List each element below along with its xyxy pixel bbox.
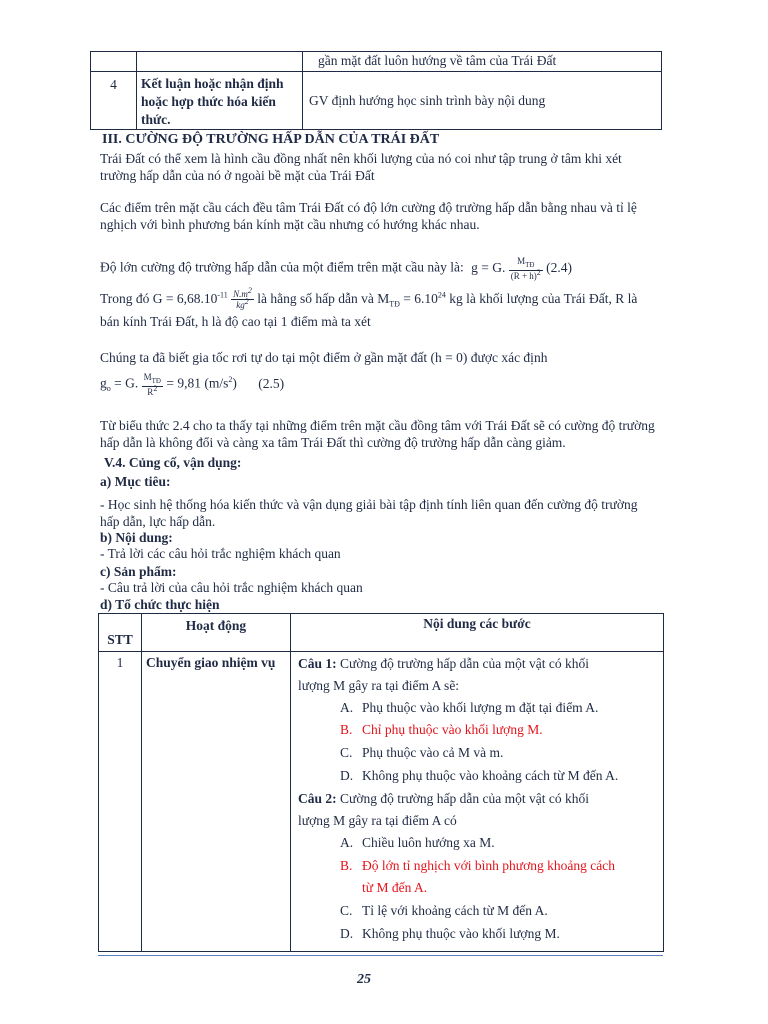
v4-a-label: a) Mục tiêu: (100, 474, 171, 489)
v4-d-label: d) Tổ chức thực hiện (100, 597, 220, 612)
option-text: Chiều luôn hướng xa M. (362, 835, 495, 850)
option-letter: C. (340, 745, 353, 760)
eq24-lhs: g = G. (471, 259, 506, 275)
q1-option-a (340, 697, 598, 719)
p4-unit-fraction (231, 286, 254, 311)
footer-rule (98, 955, 663, 956)
q2-text1: Cường độ trường hấp dẫn của một vật có khối (340, 791, 590, 806)
p4-b-sub: TĐ (389, 299, 400, 309)
equation-2-5 (100, 372, 284, 400)
hdr-activity-text: Hoạt động (185, 618, 247, 633)
row1-stt-text: 1 (116, 655, 124, 670)
eq24-num-sub: TĐ (525, 260, 535, 269)
q1-text1: Cường độ trường hấp dẫn của một vật có khối (340, 656, 590, 671)
option-text: Phụ thuộc vào khối lượng m đặt tại điểm A. (362, 700, 599, 715)
eq24-den: (R + h) (510, 270, 537, 281)
section3-p1-line2: trường hấp dẫn của nó ở ngoài bề mặt của Trái Đất (100, 168, 375, 183)
p4-c-sup: 24 (437, 290, 446, 300)
section3-p2-line2: nghịch với bình phương bán kính mặt cầu nhưng có hướng khác nhau. (100, 217, 480, 232)
q2-option-b (340, 855, 615, 877)
eq25-label: (2.5) (258, 375, 285, 391)
eq24-fraction (509, 256, 543, 281)
prev-row-text: gần mặt đất luôn hướng về tâm của Trái Đất (318, 53, 557, 68)
q2-option-a (340, 832, 495, 854)
v4-a-line2: hấp dẫn, lực hấp dẫn. (100, 514, 216, 529)
option-text: Phụ thuộc vào cả M và m. (362, 745, 504, 760)
page-number: 25 (357, 972, 371, 987)
p4-unit-den-sup: 2 (244, 297, 249, 307)
q2-option-c (340, 900, 548, 922)
row4-content-text: GV định hướng học sinh trình bày nội dung (309, 92, 546, 108)
eq24-label: (2.4) (546, 259, 573, 275)
v4-c-line: - Câu trả lời của câu hỏi trắc nghiệm khách quan (100, 580, 363, 595)
v4-c-label: c) Sản phẩm: (100, 564, 177, 579)
row4-activity-line1: Kết luận hoặc nhận định (141, 76, 284, 91)
eq25-num: M (143, 372, 152, 382)
hdr-activity (142, 614, 291, 652)
v4-a-line1: - Học sinh hệ thống hóa kiến thức và vận dụng giải bài tập định tính liên quan đến cường độ trường (100, 497, 638, 512)
row4-activity-line3: thức. (141, 112, 171, 127)
p3-text: Độ lớn cường độ trường hấp dẫn của một điểm trên mặt cầu này là: (100, 259, 464, 275)
p4-d: kg là khối lượng của Trái Đất, R là (449, 291, 638, 306)
section3-p1-line1: Trái Đất có thể xem là hình cầu đồng nhất nên khối lượng của nó coi như tập trung ở tâm khi xét (100, 151, 622, 166)
option-letter: B. (340, 722, 353, 737)
q2-line2: lượng M gây ra tại điểm A có (298, 813, 457, 828)
q1-line1 (298, 653, 589, 675)
top-table-stt-cell (91, 52, 137, 72)
option-text-cont: từ M đến A. (362, 880, 428, 895)
top-table (90, 51, 662, 130)
option-text: Độ lớn tỉ nghịch với bình phương khoảng cách (362, 858, 615, 873)
option-letter: B. (340, 858, 353, 873)
q2-label: Câu 2: (298, 791, 337, 806)
row1-activity (142, 652, 291, 952)
option-letter: D. (340, 926, 354, 941)
eq25-rhs-sup: 2 (228, 375, 233, 384)
eq25-mid: = G. (114, 375, 139, 391)
hdr-stt-text: STT (107, 632, 133, 647)
p4-unit-num: N.m (233, 289, 248, 300)
v4-b-line: - Trả lời các câu hỏi trắc nghiệm khách quan (100, 546, 341, 561)
eq25-rhs: = 9,81 (m/s (166, 375, 229, 391)
row4-stt-text: 4 (110, 77, 117, 92)
option-text: Không phụ thuộc vào khối lượng M. (362, 926, 560, 941)
section3-heading: III. CƯỜNG ĐỘ TRƯỜNG HẤP DẪN CỦA TRÁI ĐẤT (102, 132, 440, 147)
p4-unit-den: kg (236, 300, 245, 311)
q2-line1 (298, 788, 589, 810)
eq25-den-sup: 2 (153, 383, 158, 393)
v4-b-label: b) Nội dung: (100, 530, 173, 545)
q1-line2: lượng M gây ra tại điểm A sẽ: (298, 678, 460, 693)
row1-stt (99, 652, 142, 952)
row4-content (303, 72, 662, 130)
equation-2-4 (471, 256, 573, 281)
section3-p6-line2: hấp dẫn là không đổi và càng xa tâm Trái Đất thì cường độ trường hấp dẫn càng giảm. (100, 435, 566, 450)
q1-option-d (340, 765, 618, 787)
row4-activity (137, 72, 303, 130)
p4-c: = 6.10 (403, 291, 438, 306)
p4-b: là hằng số hấp dẫn và M (257, 291, 390, 306)
row4-stt (91, 72, 137, 130)
option-letter: A. (340, 835, 354, 850)
p4-a: Trong đó G = 6,68.10 (100, 291, 218, 306)
top-table-activity-cell (137, 52, 303, 72)
p4-a-sup: -11 (217, 290, 228, 300)
section3-p3 (100, 256, 572, 281)
q1-option-c (340, 742, 503, 764)
hdr-content (291, 614, 664, 652)
eq25-lhs-sub: o (106, 384, 111, 394)
eq25-lhs: g (100, 375, 107, 391)
option-letter: A. (340, 700, 354, 715)
row1-activity-text: Chuyển giao nhiệm vụ (146, 655, 276, 670)
eq24-den-sup: 2 (536, 267, 541, 277)
hdr-stt (99, 614, 142, 652)
v4-heading: V.4. Củng cố, vận dụng: (104, 455, 242, 470)
section3-p5-line1: Chúng ta đã biết gia tốc rơi tự do tại một điểm ở gần mặt đất (h = 0) được xác định (100, 350, 548, 365)
section3-p2-line1: Các điểm trên mặt cầu cách đều tâm Trái Đất có độ lớn cường độ trường hấp dẫn bằng nhau và tỉ lệ (100, 200, 637, 215)
section3-p6-line1: Từ biểu thức 2.4 cho ta thấy tại những điểm trên mặt cầu đồng tâm với Trái Đất sẽ có cường độ trường (100, 418, 655, 433)
option-text: Chỉ phụ thuộc vào khối lượng M. (362, 722, 543, 737)
row4-activity-line2: hoặc hợp thức hóa kiến (141, 94, 276, 109)
eq24-num: M (517, 256, 526, 266)
option-text: Không phụ thuộc vào khoảng cách từ M đến A. (362, 768, 619, 783)
q1-option-b (340, 719, 543, 741)
option-letter: D. (340, 768, 354, 783)
top-table-content-cell (303, 52, 662, 72)
eq25-num-sub: TĐ (151, 376, 161, 385)
eq25-den: R (147, 386, 154, 397)
eq25-fraction (142, 372, 163, 397)
q1-label: Câu 1: (298, 656, 337, 671)
option-letter: C. (340, 903, 353, 918)
p4-unit-num-sup: 2 (247, 286, 252, 296)
q2-option-d (340, 923, 560, 945)
option-text: Tỉ lệ với khoảng cách từ M đến A. (362, 903, 548, 918)
hdr-content-text: Nội dung các bước (423, 616, 531, 631)
section3-p4-line2: bán kính Trái Đất, h là độ cao tại 1 điểm mà ta xét (100, 314, 371, 329)
eq25-rhs-end: ) (232, 375, 237, 391)
